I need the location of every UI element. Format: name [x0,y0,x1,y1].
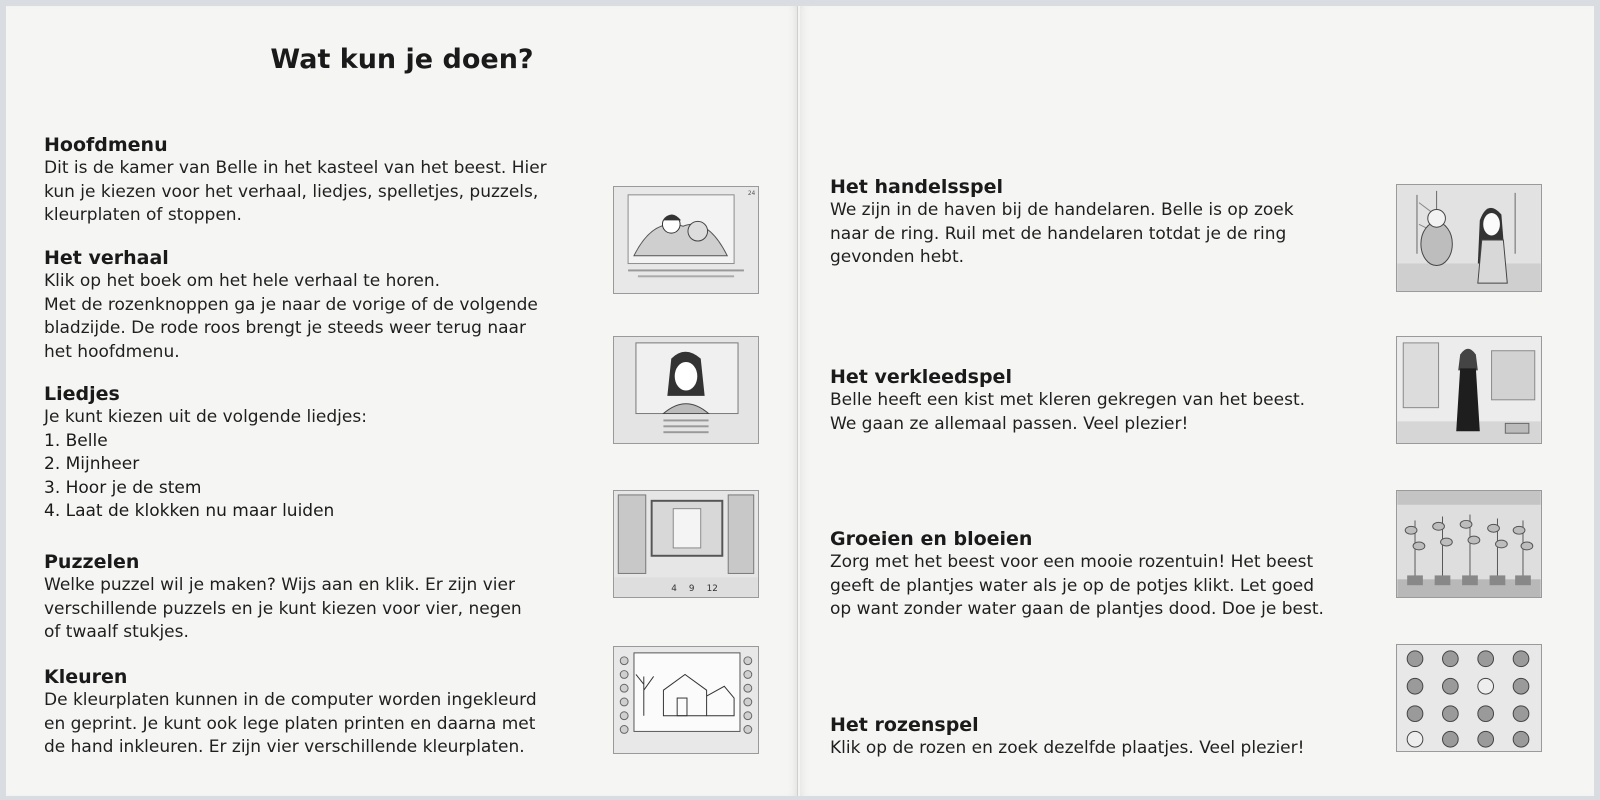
puzzle-screenshot-icon [614,491,758,597]
body-line: De kleurplaten kunnen in de computer worden ingekleurd [44,690,537,710]
trading-game-screenshot-icon [1397,185,1541,291]
section-heading: Hoofdmenu [44,134,168,156]
section-heading: Het verhaal [44,247,169,269]
rose-memory-screenshot-icon [1397,645,1541,751]
section-het-verhaal [44,247,584,364]
section-puzzelen [44,551,584,645]
garden-screenshot-thumbnail [1396,490,1542,598]
section-heading: Het rozenspel [830,714,979,736]
garden-screenshot-icon [1397,491,1541,597]
coloring-screenshot-thumbnail [613,646,759,754]
right-page [800,6,1594,796]
body-line: Met de rozenknoppen ga je naar de vorige of de volgende [44,294,538,315]
body-line: geeft de plantjes water als je op de potjes klikt. Let goed [830,575,1315,596]
body-line: gevonden hebt. [830,247,965,267]
body-line: We zijn in de haven bij de handelaren. Belle is op zoek [830,200,1294,220]
body-line: Zorg met het beest voor een mooie rozentuin! Het beest [830,552,1314,572]
story-screenshot-icon [614,187,758,293]
body-line: het hoofdmenu. [44,341,180,362]
left-page [6,6,798,796]
section-heading: Het handelsspel [830,176,1003,198]
section-heading: Het verkleedspel [830,366,1012,388]
coloring-screenshot-icon [614,647,758,753]
section-heading: Puzzelen [44,551,140,573]
body-line: Klik op het boek om het hele verhaal te horen. [44,271,441,291]
list-item: 1. Belle [44,430,108,451]
body-line: of twaalf stukjes. [44,622,189,642]
dress-up-screenshot-thumbnail [1396,336,1542,444]
rose-memory-screenshot-thumbnail [1396,644,1542,752]
body-line: Je kunt kiezen uit de volgende liedjes: [44,407,367,427]
body-line: kleurplaten of stoppen. [44,205,242,225]
section-groeien-en-bloeien [830,528,1390,622]
list-item: 2. Mijnheer [44,454,140,474]
section-liedjes [44,383,584,524]
body-line: op want zonder water gaan de plantjes dood. Doe je best. [830,599,1324,619]
trading-game-screenshot-thumbnail [1396,184,1542,292]
body-line: en geprint. Je kunt ook lege platen printen en daarna met [44,713,536,734]
body-line: bladzijde. De rode roos brengt je steeds weer terug naar [44,318,526,338]
list-item: 3. Hoor je de stem [44,477,202,498]
body-line: Dit is de kamer van Belle in het kasteel van het beest. Hier [44,158,547,178]
section-het-verkleedspel [830,366,1390,436]
section-heading: Liedjes [44,383,120,405]
section-kleuren [44,666,584,760]
body-line: Klik op de rozen en zoek dezelfde plaatjes. Veel plezier! [830,738,1305,758]
section-heading: Kleuren [44,666,128,688]
list-item: 4. Laat de klokken nu maar luiden [44,501,335,521]
puzzle-label-4: 4 [671,584,677,595]
body-line: kun je kiezen voor het verhaal, liedjes, spelletjes, puzzels, [44,181,539,202]
section-het-rozenspel [830,714,1390,761]
body-line: verschillende puzzels en je kunt kiezen voor vier, negen [44,598,522,619]
puzzle-label-9: 9 [688,584,695,595]
section-hoofdmenu [44,134,584,228]
story-screenshot-thumbnail [613,186,759,294]
body-line: de hand inkleuren. Er zijn vier verschillende kleurplaten. [44,737,525,757]
booklet-spread [6,6,1594,796]
page-title: Wat kun je doen? [270,44,534,75]
dress-up-screenshot-icon [1397,337,1541,443]
story-page-number: 24 [747,190,756,197]
songs-screenshot-icon [614,337,758,443]
section-heading: Groeien en bloeien [830,528,1033,550]
body-line: Welke puzzel wil je maken? Wijs aan en klik. Er zijn vier [44,575,515,595]
songs-screenshot-thumbnail [613,336,759,444]
body-line: Belle heeft een kist met kleren gekregen van het beest. [830,390,1306,410]
puzzle-screenshot-thumbnail [613,490,759,598]
song-list [44,430,584,524]
puzzle-label-12: 12 [706,584,718,595]
body-line: naar de ring. Ruil met de handelaren totdat je de ring [830,223,1287,244]
body-line: We gaan ze allemaal passen. Veel plezier! [830,413,1189,434]
section-het-handelsspel [830,176,1390,270]
